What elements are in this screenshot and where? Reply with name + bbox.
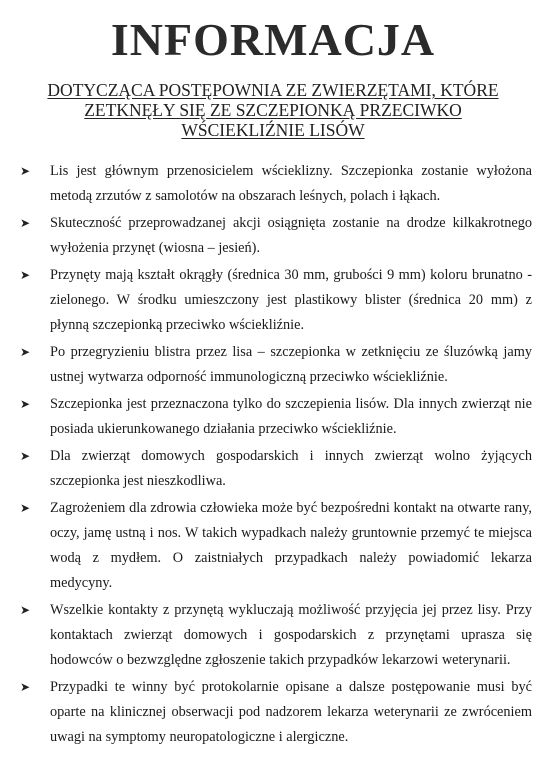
list-item-text: Przypadki te winny być protokolarnie opisane a dalsze postępowanie musi być oparte na klinicznej obserwacji pod nadzorem lekarza weterynarii ze zwróceniem uwagi na symptomy neuropatologiczne i alergiczne. [50,679,532,745]
arrow-right-icon: ➤ [20,603,31,617]
arrow-right-icon: ➤ [20,501,31,515]
list-item [14,392,532,442]
list-item-text: Po przegryzieniu blistra przez lisa – szczepionka w zetknięciu ze śluzówką jamy ustnej wytwarza odporność immunologiczną przeciwko wściekliźnie. [50,344,532,385]
arrow-right-icon: ➤ [20,345,31,359]
list-item [14,263,532,338]
subtitle-line: DOTYCZĄCA POSTĘPOWNIA ZE ZWIERZĘTAMI, KTÓRE [47,80,499,100]
arrow-right-icon: ➤ [20,216,31,230]
list-item [14,675,532,750]
subtitle-line: ZETKNĘŁY SIĘ ZE SZCZEPIONKĄ PRZECIWKO [84,100,462,120]
subtitle-line: WŚCIEKLIŹNIE LISÓW [181,120,365,140]
list-item [14,496,532,596]
list-item-text: Wszelkie kontakty z przynętą wykluczają możliwość przyjęcia jej przez lisy. Przy kontaktach zwierząt domowych i gospodarskich z przynętami uprasza się hodowców o bezwzględne zgłoszenie takich przypadków lekarzowi weterynarii. [50,602,532,668]
arrow-right-icon: ➤ [20,397,31,411]
list-item-text: Zagrożeniem dla zdrowia człowieka może być bezpośredni kontakt na otwarte rany, oczy, jamę ustną i nos. W takich wypadkach należy gruntownie przemyć te miejsca wodą z mydłem. O zaistniałych przypadkach należy powiadomić lekarza medycyny. [50,500,532,591]
arrow-right-icon: ➤ [20,268,31,282]
page-title: INFORMACJA [110,14,436,65]
list-item-text: Szczepionka jest przeznaczona tylko do szczepienia lisów. Dla innych zwierząt nie posiada ukierunkowanego działania przeciwko wściekliźnie. [50,396,532,437]
list-item-text: Przynęty mają kształt okrągły (średnica 30 mm, grubości 9 mm) koloru brunatno - zielonego. W środku umieszczony jest plastikowy blister (średnica 20 mm) z płynną szczepionką przeciwko wściekliźnie. [50,267,532,333]
list-item [14,444,532,494]
info-list [14,159,532,750]
arrow-right-icon: ➤ [20,680,31,694]
list-item-text: Dla zwierząt domowych gospodarskich i innych zwierząt wolno żyjących szczepionka jest nieszkodliwa. [50,448,532,489]
list-item [14,211,532,261]
list-item [14,159,532,209]
page-subtitle [38,80,508,140]
list-item [14,340,532,390]
list-item-text: Lis jest głównym przenosicielem wścieklizny. Szczepionka zostanie wyłożona metodą zrzutów z samolotów na obszarach leśnych, polach i łąkach. [50,163,532,204]
list-item-text: Skuteczność przeprowadzanej akcji osiągnięta zostanie na drodze kilkakrotnego wyłożenia przynęt (wiosna – jesień). [50,215,532,256]
arrow-right-icon: ➤ [20,164,31,178]
arrow-right-icon: ➤ [20,449,31,463]
list-item [14,598,532,673]
